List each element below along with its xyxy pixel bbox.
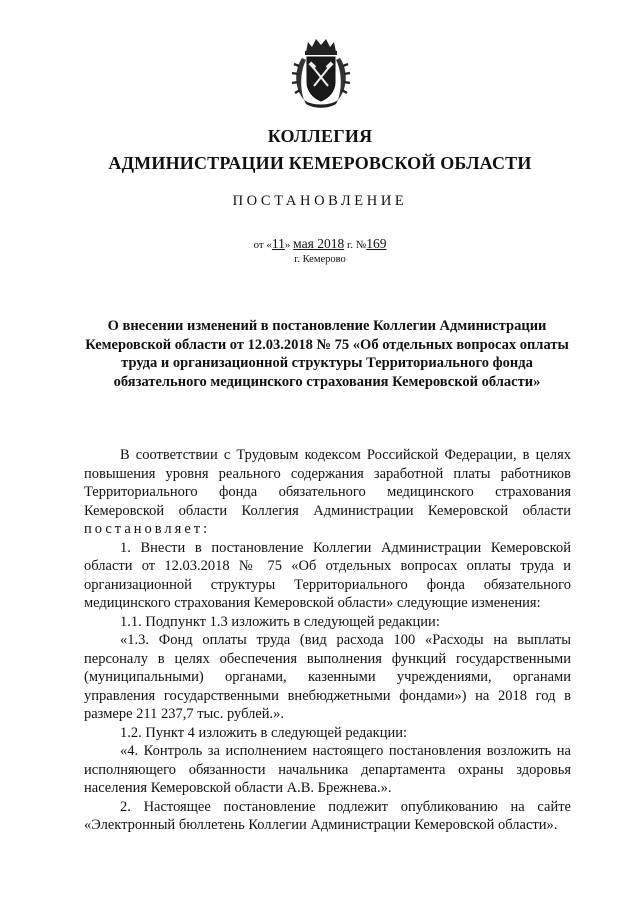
body-paragraph-1-spaced: постановляет: xyxy=(84,521,211,537)
body-paragraph-1-main: В соответствии с Трудовым кодексом Российской Федерации, в целях повышения уровня реального содержания заработной платы работников Территориального фонда обязательного медицинского страхования Кемеровской области Коллегия Администрации Кемеровской области xyxy=(84,447,571,519)
date-mid: » xyxy=(284,239,294,251)
date-prefix: от « xyxy=(253,239,272,251)
body-paragraph-1 xyxy=(84,446,571,539)
body-paragraph-4: «1.3. Фонд оплаты труда (вид расхода 100 «Расходы на выплаты персоналу в целях обеспечения выполнения функций государственными (муниципальными) органами, казенными учреждениями, органами управления государственными внебюджетными фондами») на 2018 год в размере 211 237,7 тыс. рублей.». xyxy=(84,632,571,722)
organization-name-line2: АДМИНИСТРАЦИИ КЕМЕРОВСКОЙ ОБЛАСТИ xyxy=(108,153,532,173)
body-paragraph-6: «4. Контроль за исполнением настоящего постановления возложить на исполняющего обязанности начальника департамента охраны здоровья населения Кемеровской области А.В. Брежнева.». xyxy=(84,743,571,796)
body-paragraph-5: 1.2. Пункт 4 изложить в следующей редакции: xyxy=(120,724,408,741)
document-subject: О внесении изменений в постановление Коллегии Администрации Кемеровской области от 12.03.2018 № 75 «Об отдельных вопросах оплаты труда и организационной структуры Территориального фонда обязательного медицинского страхования Кемеровской области» xyxy=(85,318,569,390)
date-month-year: мая 2018 xyxy=(293,236,345,251)
body-paragraph-7: 2. Настоящее постановление подлежит опубликованию на сайте «Электронный бюллетень Коллегии Администрации Кемеровской области». xyxy=(84,798,571,833)
kemerovo-coat-of-arms-icon xyxy=(290,36,352,110)
body-paragraph-3: 1.1. Подпункт 1.3 изложить в следующей редакции: xyxy=(120,613,440,630)
document-city: г. Кемерово xyxy=(294,254,346,265)
date-day: 11 xyxy=(271,236,285,251)
organization-name-line1: КОЛЛЕГИЯ xyxy=(267,126,373,146)
body-paragraph-2: 1. Внести в постановление Коллегии Администрации Кемеровской области от 12.03.2018 № 75 «Об отдельных вопросах оплаты труда и организационной структуры Территориального фонда обязательного медицинского страхования Кемеровской области» следующие изменения: xyxy=(84,539,571,611)
document-number: 169 xyxy=(366,236,387,251)
document-type: ПОСТАНОВЛЕНИЕ xyxy=(232,193,408,209)
date-year-suffix: г. № xyxy=(344,239,367,251)
document-body xyxy=(84,446,571,835)
document-dateline xyxy=(0,236,640,252)
